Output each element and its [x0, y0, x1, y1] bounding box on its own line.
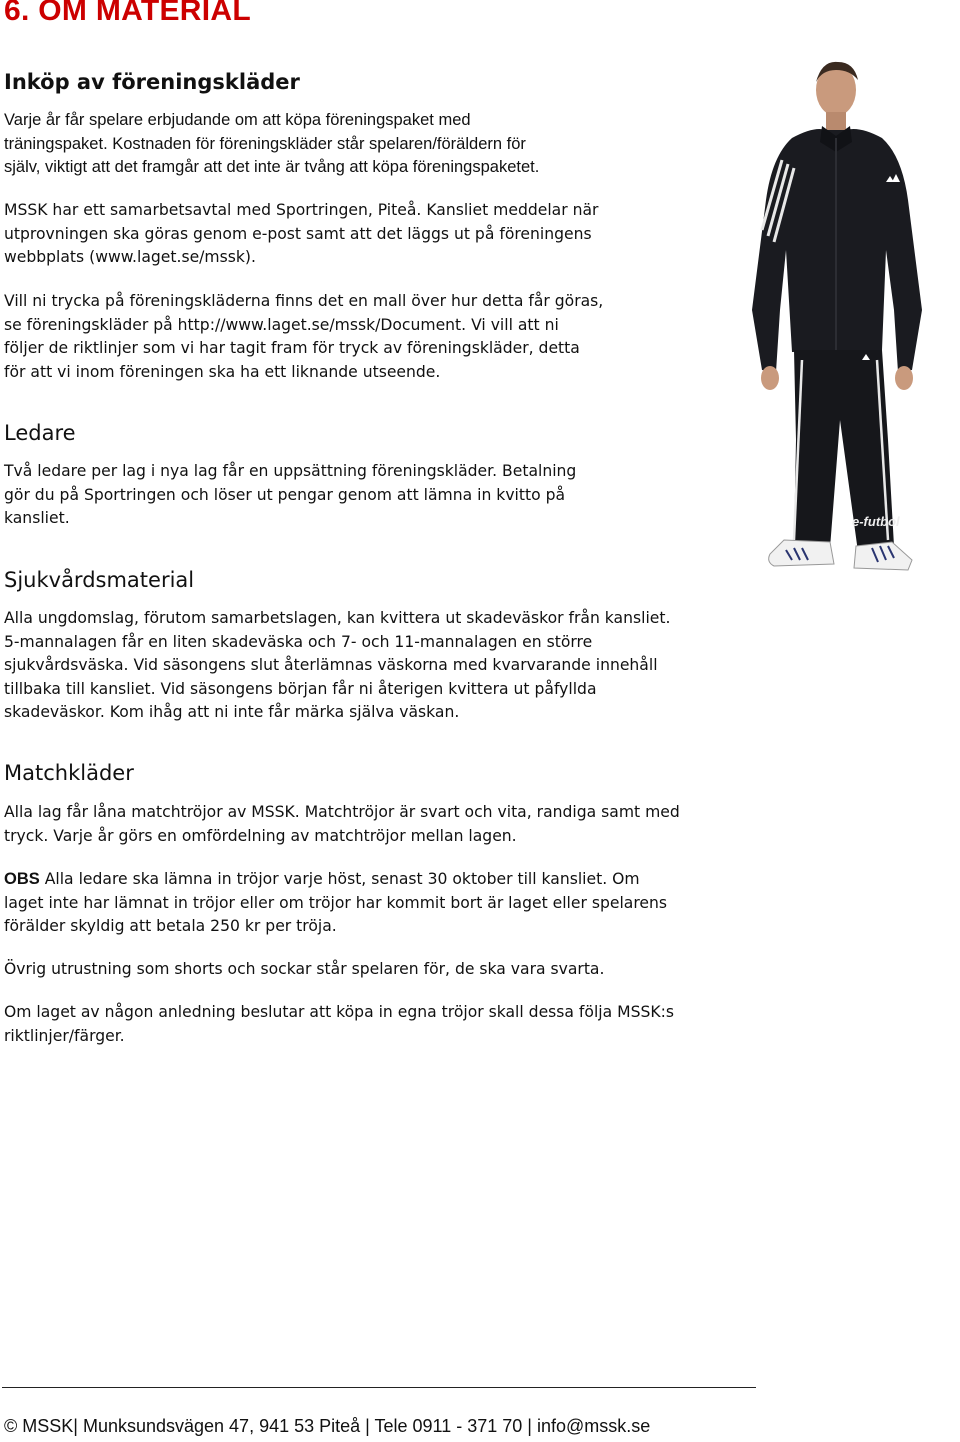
text-line: tryck. Varje år görs en omfördelning av matchtröjor mellan lagen. [4, 826, 517, 845]
text-line: utprovningen ska göras genom e-post samt att det läggs ut på föreningens [4, 224, 592, 243]
text-line: förälder skyldig att betala 250 kr per tröja. [4, 917, 337, 936]
text-line: Alla ungdomslag, förutom samarbetslagen, kan kvittera ut skadeväskor från kansliet. [4, 609, 671, 627]
text-line: 5-mannalagen får en liten skadeväska och 7- och 11-mannalagen en större [4, 632, 593, 651]
text-line: laget inte har lämnat in tröjor eller om tröjor har kommit bort är laget eller spelarens [4, 893, 668, 912]
text-line: träningspaket. Kostnaden för föreningskläder står spelaren/föräldern för [4, 134, 526, 153]
text-line: Varje år får spelare erbjudande om att köpa föreningspaket med [4, 111, 471, 129]
match-paragraph-3 [4, 958, 604, 982]
section-heading-inkop: Inköp av föreningskläder [4, 70, 300, 94]
inkop-paragraph-2 [4, 199, 598, 270]
text-line: MSSK har ett samarbetsavtal med Sportringen, Piteå. Kansliet meddelar när [4, 201, 599, 219]
text-line: skadeväskor. Kom ihåg att ni inte får märka själva väskan. [4, 703, 460, 722]
obs-label: OBS [4, 870, 40, 888]
text-line: följer de riktlinjer som vi har tagit fram för tryck av föreningskläder, detta [4, 339, 580, 358]
footer-text: © MSSK| Munksundsvägen 47, 941 53 Piteå | Tele 0911 - 371 70 | info@mssk.se [4, 1416, 651, 1436]
section-heading-match: Matchkläder [4, 761, 134, 785]
inkop-paragraph-3 [4, 290, 603, 384]
text-line: webbplats (www.laget.se/mssk). [4, 248, 256, 267]
text-line: Övrig utrustning som shorts och sockar står spelaren för, de ska vara svarta. [4, 960, 605, 978]
match-paragraph-2 [4, 868, 667, 939]
ledare-paragraph [4, 460, 576, 531]
text-line: Två ledare per lag i nya lag får en uppsättning föreningskläder. Betalning [4, 462, 577, 480]
section-heading-ledare: Ledare [4, 421, 76, 445]
watermark: e-futbol [852, 514, 900, 529]
text-line: tillbaka till kansliet. Vid säsongens början får ni återigen kvittera ut påfyllda [4, 679, 597, 698]
text-line: gör du på Sportringen och löser ut pengar genom att lämna in kvitto på [4, 485, 566, 504]
text-line: kansliet. [4, 509, 70, 528]
text-line: se föreningskläder på http://www.laget.se/mssk/Document. Vi vill att ni [4, 315, 559, 334]
tracksuit-player-photo [722, 60, 958, 596]
text-line: Om laget av någon anledning beslutar att köpa in egna tröjor skall dessa följa MSSK:s [4, 1003, 674, 1021]
section-heading-sjukvard: Sjukvårdsmaterial [4, 568, 195, 592]
match-paragraph-4 [4, 1001, 674, 1048]
text-line: själv, viktigt att det framgår att det inte är tvång att köpa föreningspaketet. [4, 158, 540, 177]
text-span: Alla ledare ska lämna in tröjor varje höst, senast 30 oktober till kansliet. Om [39, 870, 640, 888]
footer-divider [2, 1387, 756, 1388]
match-paragraph-1 [4, 801, 680, 848]
text-line: för att vi inom föreningen ska ha ett liknande utseende. [4, 362, 441, 381]
text-line: Alla lag får låna matchtröjor av MSSK. Matchtröjor är svart och vita, randiga samt med [4, 803, 680, 821]
page-title: 6. OM MATERIAL [4, 0, 251, 27]
text-line: Vill ni trycka på föreningskläderna finns det en mall över hur detta får göras, [4, 292, 604, 310]
text-line: riktlinjer/färger. [4, 1026, 125, 1045]
text-line [4, 868, 667, 892]
sjukvard-paragraph [4, 607, 670, 725]
player-illustration [722, 60, 958, 596]
text-line: sjukvårdsväska. Vid säsongens slut återlämnas väskorna med kvarvarande innehåll [4, 656, 658, 675]
inkop-paragraph-1 [4, 109, 539, 180]
